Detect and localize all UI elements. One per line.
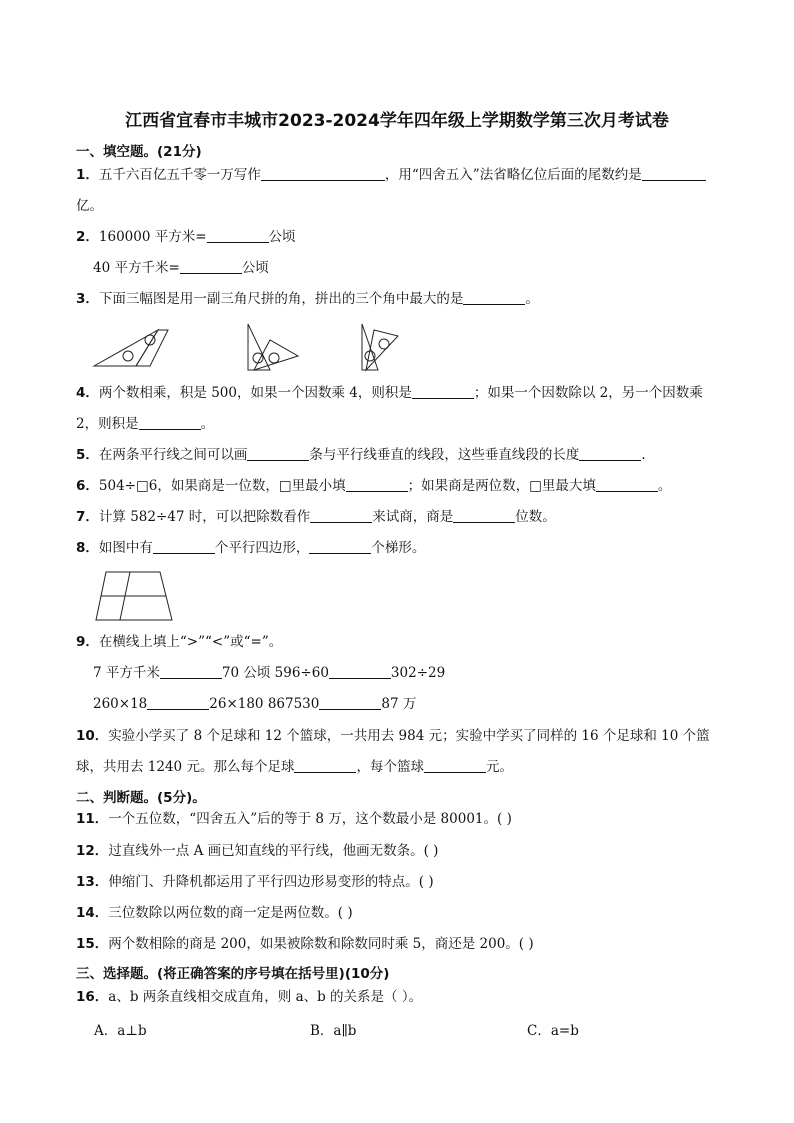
answer-blank[interactable]	[346, 477, 408, 492]
question-13	[76, 873, 434, 891]
question-text: 亿。	[76, 198, 103, 214]
question-text: 个梯形。	[371, 540, 426, 556]
question-number: 2．	[76, 229, 99, 245]
question-text: 。	[525, 291, 539, 307]
question-text: 条与平行线垂直的线段，这些垂直线段的长度	[309, 447, 580, 463]
question-text: 计算 582÷47 时，可以把除数看作	[98, 509, 311, 525]
question-12	[76, 842, 438, 860]
question-text: 下面三幅图是用一副三角尺拼的角，拼出的三个角中最大的是	[98, 291, 464, 307]
question-text: 7 平方千米	[93, 665, 160, 681]
question-text: 70 公顷 596÷60	[221, 665, 329, 681]
question-2	[76, 228, 296, 246]
section-multiple-choice: 三、选择题。(将正确答案的序号填在括号里)(10分)	[76, 966, 390, 982]
trapezoid-figure	[94, 570, 174, 622]
answer-blank[interactable]	[147, 695, 209, 710]
question-text: 如图中有	[98, 540, 153, 556]
question-text: 过直线外一点 A 画已知直线的平行线，他画无数条。( )	[108, 843, 439, 859]
answer-blank[interactable]	[247, 446, 309, 461]
question-text: 504÷□6，如果商是一位数，□里最小填	[98, 478, 346, 494]
exam-title: 江西省宜春市丰城市2023-2024学年四年级上学期数学第三次月考试卷	[125, 111, 669, 131]
question-text: ，用“四舍五入”法省略亿位后面的尾数约是	[384, 167, 642, 183]
answer-blank[interactable]	[329, 664, 391, 679]
question-number: 12．	[76, 843, 109, 859]
answer-blank[interactable]	[596, 477, 658, 492]
question-number: 7．	[76, 509, 99, 525]
question-text: 三位数除以两位数的商一定是两位数。( )	[108, 905, 353, 921]
question-9	[76, 633, 282, 651]
question-number: 14．	[76, 905, 109, 921]
question-text: 160000 平方米=	[98, 229, 207, 245]
answer-blank[interactable]	[207, 228, 269, 243]
question-11	[76, 810, 512, 828]
question-text: 伸缩门、升降机都运用了平行四边形易变形的特点。( )	[108, 874, 434, 890]
question-text: 87 万	[381, 696, 417, 712]
option-b[interactable]: B．a∥b	[310, 1023, 357, 1039]
question-number: 16．	[76, 989, 109, 1005]
question-text: 。	[657, 478, 672, 494]
question-4-cont	[76, 415, 214, 433]
answer-blank[interactable]	[642, 166, 706, 181]
question-9-row-1	[93, 664, 445, 682]
triangle-ruler-figure-2	[244, 320, 302, 372]
question-text: 来试商，商是	[372, 509, 454, 525]
question-8	[76, 539, 425, 557]
question-1	[76, 166, 706, 184]
question-number: 3．	[76, 291, 99, 307]
question-text: 2，则积是	[76, 416, 139, 432]
question-text: 五千六百亿五千零一万写作	[98, 167, 261, 183]
question-number: 10．	[76, 728, 109, 744]
option-a[interactable]: A．a⊥b	[94, 1023, 147, 1039]
question-text: 位数。	[515, 509, 556, 525]
question-text: 个平行四边形，	[214, 540, 310, 556]
answer-blank[interactable]	[310, 508, 372, 523]
question-text: 公顷	[241, 260, 269, 276]
question-5	[76, 446, 646, 464]
question-text: 302÷29	[390, 665, 446, 681]
question-number: 1．	[76, 167, 99, 183]
answer-blank[interactable]	[453, 508, 515, 523]
option-c[interactable]: C．a=b	[527, 1023, 579, 1039]
answer-blank[interactable]	[579, 446, 641, 461]
question-3	[76, 290, 539, 308]
answer-blank[interactable]	[160, 664, 222, 679]
answer-blank[interactable]	[180, 259, 242, 274]
question-text: 公顷	[268, 229, 296, 245]
question-14	[76, 904, 353, 922]
question-number: 8．	[76, 540, 99, 556]
question-text: 在横线上填上“>”“<”或“=”。	[98, 634, 283, 650]
question-16	[76, 988, 422, 1006]
question-text: ；如果商是两位数，□里最大填	[407, 478, 596, 494]
question-7	[76, 508, 556, 526]
question-10-cont	[76, 758, 513, 776]
question-text: 。	[200, 416, 215, 432]
triangle-ruler-figure-1	[92, 324, 172, 370]
question-text: 260×18	[93, 696, 148, 712]
section-fill-in: 一、填空题。(21分)	[76, 144, 202, 160]
section-true-false: 二、判断题。(5分)。	[76, 790, 206, 806]
question-text: 两个数相乘，积是 500，如果一个因数乘 4，则积是	[98, 385, 412, 401]
question-text: 26×180 867530	[209, 696, 320, 712]
question-15	[76, 935, 534, 953]
answer-blank[interactable]	[319, 695, 381, 710]
question-text: a、b 两条直线相交成直角，则 a、b 的关系是（ ）。	[108, 989, 423, 1005]
question-4	[76, 384, 703, 402]
question-10	[76, 727, 710, 745]
answer-blank[interactable]	[463, 290, 525, 305]
question-text: 实验小学买了 8 个足球和 12 个篮球，一共用去 984 元；实验中学买了同样的 16 个足球和 10 个篮	[108, 728, 710, 744]
answer-blank[interactable]	[261, 166, 385, 181]
question-text: 球，共用去 1240 元。那么每个足球	[76, 759, 295, 775]
answer-blank[interactable]	[412, 384, 474, 399]
question-number: 15．	[76, 936, 109, 952]
question-text: 40 平方千米=	[93, 260, 180, 276]
answer-blank[interactable]	[294, 758, 356, 773]
question-text: 两个数相除的商是 200，如果被除数和除数同时乘 5，商还是 200。( )	[108, 936, 534, 952]
question-number: 4．	[76, 385, 99, 401]
question-number: 9．	[76, 634, 99, 650]
question-9-row-2	[93, 695, 416, 713]
question-text: 一个五位数，“四舍五入”后的等于 8 万，这个数最小是 80001。( )	[108, 811, 512, 827]
question-2-part-2	[93, 259, 269, 277]
answer-blank[interactable]	[309, 539, 371, 554]
question-text: ，每个篮球	[356, 759, 424, 775]
question-text: 在两条平行线之间可以画	[98, 447, 248, 463]
answer-blank[interactable]	[139, 415, 201, 430]
triangle-ruler-figure-3	[358, 320, 402, 374]
answer-blank[interactable]	[153, 539, 215, 554]
answer-blank[interactable]	[424, 758, 486, 773]
question-number: 13．	[76, 874, 109, 890]
question-number: 6．	[76, 478, 99, 494]
question-6	[76, 477, 671, 495]
question-text: 元。	[485, 759, 513, 775]
question-text: .	[641, 447, 646, 463]
question-number: 11．	[76, 811, 109, 827]
question-number: 5．	[76, 447, 99, 463]
question-1-cont	[76, 197, 103, 215]
question-text: ；如果一个因数除以 2，另一个因数乘	[473, 385, 703, 401]
